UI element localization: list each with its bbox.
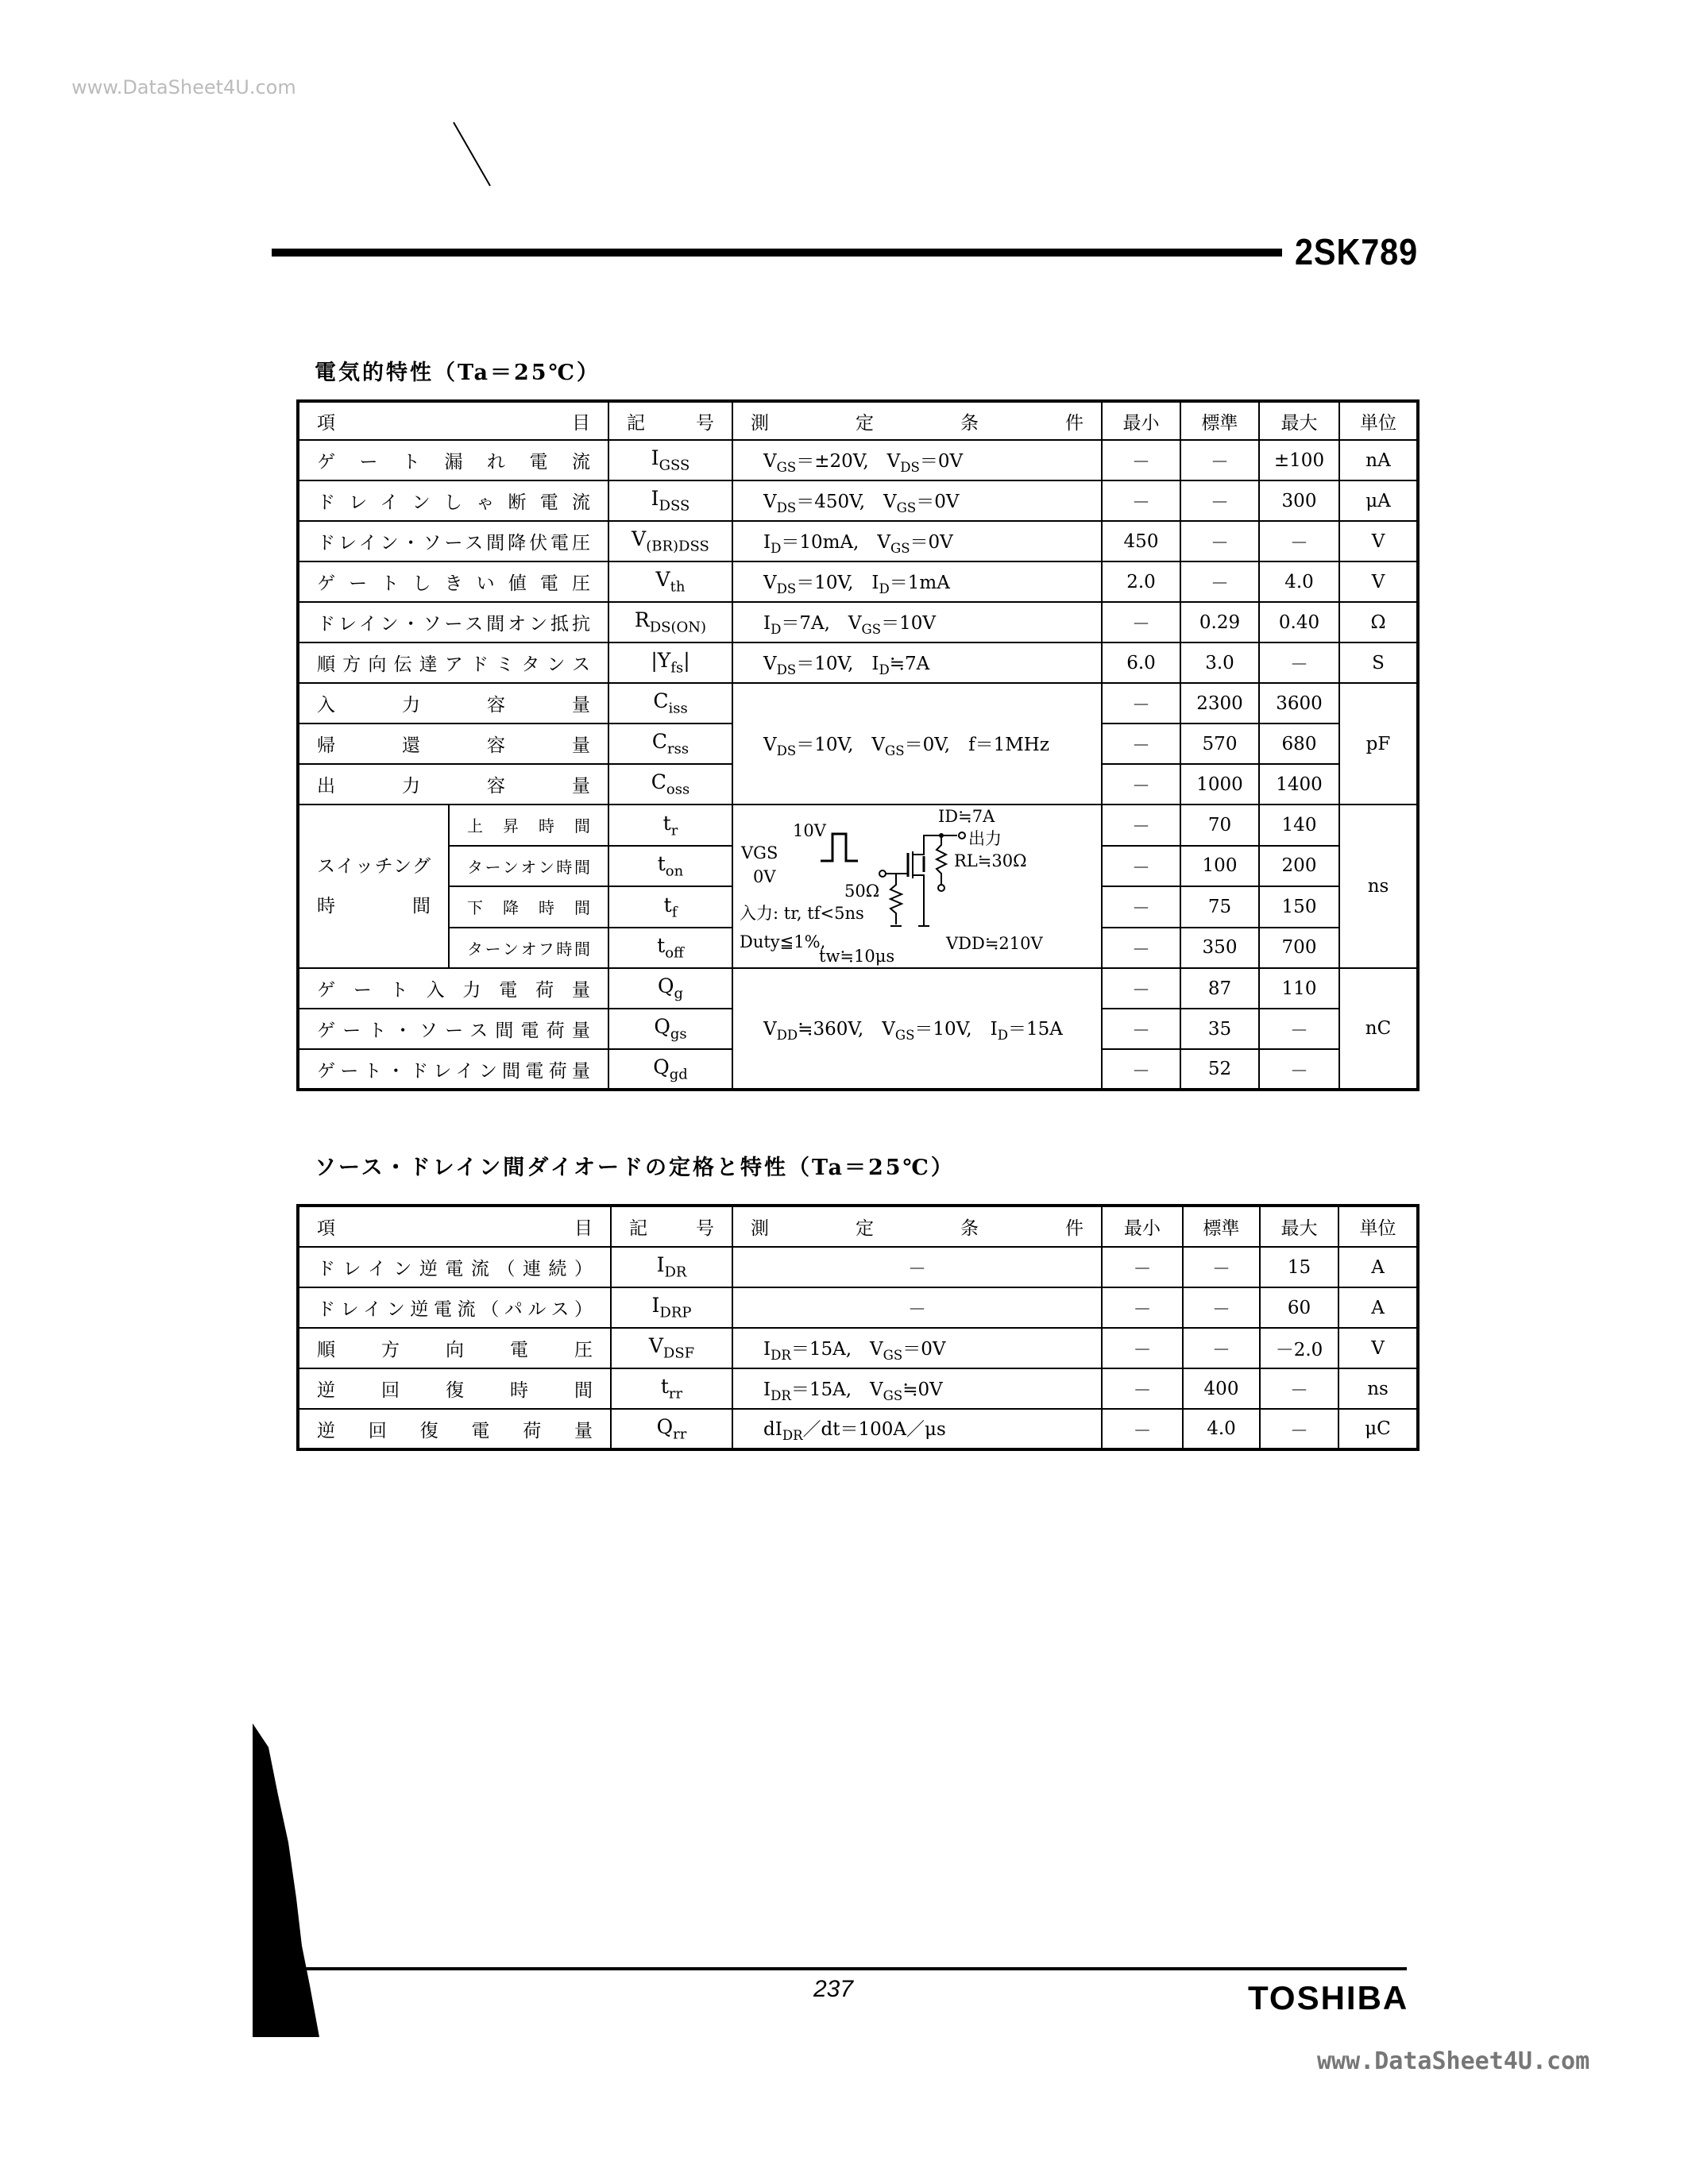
typ-value: － (1183, 1247, 1260, 1287)
table-row (298, 642, 1418, 683)
max-value: － (1260, 1368, 1338, 1409)
min-value: － (1102, 1009, 1180, 1049)
table-header-row (298, 1206, 1418, 1247)
max-value: 680 (1259, 723, 1339, 764)
header-item: 項目 (298, 401, 608, 440)
watermark-bottom: www.DataSheet4U.com (1317, 2047, 1590, 2075)
table-row (298, 480, 1418, 521)
max-value: 15 (1260, 1247, 1338, 1287)
header-item: 項目 (298, 1206, 611, 1247)
diagram-pulse-width: tw≒10μs (819, 947, 895, 966)
diagram-input-spec: 入力: tr, tf<5ns (740, 904, 864, 923)
min-value: － (1102, 602, 1180, 642)
max-value: 110 (1259, 968, 1339, 1009)
table-row (298, 1328, 1418, 1368)
condition-cell: － (732, 1247, 1102, 1287)
table-row (298, 602, 1418, 642)
switching-test-circuit (732, 805, 1102, 968)
max-value: － (1260, 1409, 1338, 1449)
typ-value: 2300 (1180, 683, 1259, 723)
condition-cell: $I_D=7A$, $V_{GS}=10V$ (732, 602, 1102, 642)
symbol-cell: $Q_{gs}$ (608, 1009, 732, 1049)
symbol-cell: $I_{DSS}$ (608, 480, 732, 521)
condition-cell: $V_{DD}≒360V$, $V_{GS}=10V$, $I_D=15A$ (732, 968, 1102, 1090)
condition-cell: $V_{DS}=10V$, $V_{GS}=0V$, f＝1MHz (732, 683, 1102, 805)
item-label: 逆回復時間 (298, 1368, 611, 1409)
item-label: 逆回復電荷量 (298, 1409, 611, 1449)
condition-cell: － (732, 1287, 1102, 1328)
min-value: － (1102, 1049, 1180, 1090)
symbol-cell: $t_{on}$ (608, 846, 732, 887)
max-value: －2.0 (1260, 1328, 1338, 1368)
typ-value: 400 (1183, 1368, 1260, 1409)
symbol-cell: $V_{DSF}$ (611, 1328, 732, 1368)
table-row (298, 1247, 1418, 1287)
unit-cell: μC (1338, 1409, 1418, 1449)
unit-cell: pF (1339, 683, 1418, 805)
max-value: 60 (1260, 1287, 1338, 1328)
min-value: 6.0 (1102, 642, 1180, 683)
typ-value: 52 (1180, 1049, 1259, 1090)
min-value: － (1102, 1287, 1183, 1328)
condition-cell: $I_{DR}=15A$, $V_{GS}≒0V$ (732, 1368, 1102, 1409)
item-label: ゲート漏れ電流 (298, 440, 608, 480)
diagram-duty: Duty≦1%, (740, 932, 826, 951)
symbol-cell: $Q_{gd}$ (608, 1049, 732, 1090)
header-typ: 標準 (1180, 401, 1259, 440)
item-label: ゲート入力電荷量 (298, 968, 608, 1009)
header-unit: 単位 (1339, 401, 1418, 440)
diagram-vgs: VGS (741, 843, 778, 862)
unit-cell: nA (1339, 440, 1418, 480)
header-min: 最小 (1102, 401, 1180, 440)
symbol-cell: $|Y_{fs}|$ (608, 642, 732, 683)
item-label: ゲート・ソース間電荷量 (298, 1009, 608, 1049)
min-value: 450 (1102, 521, 1180, 561)
table-row (298, 1287, 1418, 1328)
header-symbol: 記号 (611, 1206, 732, 1247)
symbol-cell: $t_{rr}$ (611, 1368, 732, 1409)
symbol-cell: $I_{DR}$ (611, 1247, 732, 1287)
unit-cell: V (1338, 1328, 1418, 1368)
symbol-cell: $C_{rss}$ (608, 723, 732, 764)
symbol-cell: $Q_g$ (608, 968, 732, 1009)
section-title-diode: ソース・ドレイン間ダイオードの定格と特性（Ta＝25℃） (315, 1156, 955, 1180)
symbol-cell: $C_{oss}$ (608, 764, 732, 805)
header-typ: 標準 (1183, 1206, 1260, 1247)
item-label: 順方向伝達アドミタンス (298, 642, 608, 683)
max-value: 700 (1259, 928, 1339, 969)
diagram-pulse-low: 0V (753, 867, 776, 886)
min-value: － (1102, 683, 1180, 723)
max-value: 140 (1259, 805, 1339, 846)
unit-cell: S (1339, 642, 1418, 683)
symbol-cell: $V_{(BR)DSS}$ (608, 521, 732, 561)
footer-rule (296, 1967, 1407, 1970)
item-label: ゲート・ドレイン間電荷量 (298, 1049, 608, 1090)
condition-cell: $I_{DR}=15A$, $V_{GS}=0V$ (732, 1328, 1102, 1368)
min-value: － (1102, 968, 1180, 1009)
min-value: － (1102, 805, 1180, 846)
header-rule (272, 249, 1282, 257)
unit-cell: ns (1339, 805, 1418, 968)
symbol-cell: $I_{DRP}$ (611, 1287, 732, 1328)
diagram-output: 出力 (968, 829, 1002, 848)
unit-cell: Ω (1339, 602, 1418, 642)
scan-artifact (253, 1723, 324, 2041)
header-symbol: 記号 (608, 401, 732, 440)
diagram-load-resistor: RL≒30Ω (954, 851, 1027, 870)
section-title-electrical: 電気的特性（Ta＝25℃） (315, 361, 601, 385)
item-label: 帰還容量 (298, 723, 608, 764)
table-row (298, 968, 1418, 1009)
symbol-cell: $t_{off}$ (608, 928, 732, 969)
typ-value: － (1180, 561, 1259, 602)
brand-logo: TOSHIBA (1248, 1979, 1409, 2016)
max-value: 150 (1259, 886, 1339, 928)
table-row (298, 561, 1418, 602)
min-value: － (1102, 1409, 1183, 1449)
item-label: ドレイン逆電流（連続） (298, 1247, 611, 1287)
header-condition: 測定条件 (732, 401, 1102, 440)
header-max: 最大 (1259, 401, 1339, 440)
condition-cell: $I_D=10mA$, $V_{GS}=0V$ (732, 521, 1102, 561)
header-unit: 単位 (1338, 1206, 1418, 1247)
typ-value: － (1180, 440, 1259, 480)
max-value: － (1259, 1009, 1339, 1049)
item-label: 入力容量 (298, 683, 608, 723)
symbol-cell: $Q_{rr}$ (611, 1409, 732, 1449)
symbol-cell: $t_f$ (608, 886, 732, 928)
group-label: スイッチング時間 (298, 805, 449, 968)
unit-cell: ns (1338, 1368, 1418, 1409)
watermark-top: www.DataSheet4U.com (71, 76, 296, 98)
table-row (298, 1368, 1418, 1409)
min-value: － (1102, 1328, 1183, 1368)
diagram-input-resistor: 50Ω (844, 882, 880, 901)
page-number: 237 (813, 1976, 854, 2002)
unit-cell: A (1338, 1247, 1418, 1287)
min-value: － (1102, 480, 1180, 521)
min-value: － (1102, 1247, 1183, 1287)
table-header-row (298, 401, 1418, 440)
diode-characteristics-table (296, 1204, 1420, 1451)
item-label: ゲートしきい値電圧 (298, 561, 608, 602)
unit-cell: μA (1339, 480, 1418, 521)
table-row (298, 1409, 1418, 1449)
min-value: － (1102, 846, 1180, 887)
typ-value: 87 (1180, 968, 1259, 1009)
sub-item-label: ターンオフ時間 (449, 928, 608, 969)
symbol-cell: $R_{DS(ON)}$ (608, 602, 732, 642)
table-row (298, 683, 1418, 723)
condition-cell: $V_{DS}=450V$, $V_{GS}=0V$ (732, 480, 1102, 521)
part-number: 2SK789 (1295, 231, 1419, 272)
typ-value: － (1183, 1328, 1260, 1368)
sub-item-label: 上昇時間 (449, 805, 608, 846)
sub-item-label: 下降時間 (449, 886, 608, 928)
unit-cell: nC (1339, 968, 1418, 1090)
typ-value: 0.29 (1180, 602, 1259, 642)
unit-cell: V (1339, 561, 1418, 602)
max-value: － (1259, 1049, 1339, 1090)
table-row (298, 805, 1418, 846)
item-label: ドレイン・ソース間降伏電圧 (298, 521, 608, 561)
header-max: 最大 (1260, 1206, 1338, 1247)
max-value: 300 (1259, 480, 1339, 521)
typ-value: 570 (1180, 723, 1259, 764)
typ-value: － (1183, 1287, 1260, 1328)
table-row (298, 521, 1418, 561)
symbol-cell: $t_r$ (608, 805, 732, 846)
min-value: － (1102, 440, 1180, 480)
typ-value: 3.0 (1180, 642, 1259, 683)
table-row (298, 440, 1418, 480)
min-value: － (1102, 886, 1180, 928)
max-value: 3600 (1259, 683, 1339, 723)
condition-cell: $V_{DS}=10V$, $I_D≒7A$ (732, 642, 1102, 683)
item-label: ドレインしゃ断電流 (298, 480, 608, 521)
typ-value: 35 (1180, 1009, 1259, 1049)
item-label: 出力容量 (298, 764, 608, 805)
min-value: － (1102, 723, 1180, 764)
typ-value: 4.0 (1183, 1409, 1260, 1449)
typ-value: － (1180, 521, 1259, 561)
item-label: 順方向電圧 (298, 1328, 611, 1368)
condition-cell: $V_{DS}=10V$, $I_D=1mA$ (732, 561, 1102, 602)
symbol-cell: $C_{iss}$ (608, 683, 732, 723)
header-condition: 測定条件 (732, 1206, 1102, 1247)
max-value: － (1259, 642, 1339, 683)
max-value: ±100 (1259, 440, 1339, 480)
max-value: 0.40 (1259, 602, 1339, 642)
symbol-cell: $I_{GSS}$ (608, 440, 732, 480)
typ-value: 100 (1180, 846, 1259, 887)
unit-cell: A (1338, 1287, 1418, 1328)
min-value: － (1102, 928, 1180, 969)
typ-value: 1000 (1180, 764, 1259, 805)
symbol-cell: $V_{th}$ (608, 561, 732, 602)
typ-value: 350 (1180, 928, 1259, 969)
min-value: － (1102, 1368, 1183, 1409)
item-label: ドレイン・ソース間オン抵抗 (298, 602, 608, 642)
item-label: ドレイン逆電流（パルス） (298, 1287, 611, 1328)
max-value: － (1259, 521, 1339, 561)
max-value: 4.0 (1259, 561, 1339, 602)
typ-value: － (1180, 480, 1259, 521)
max-value: 200 (1259, 846, 1339, 887)
min-value: － (1102, 764, 1180, 805)
typ-value: 75 (1180, 886, 1259, 928)
scan-mark (449, 119, 496, 191)
typ-value: 70 (1180, 805, 1259, 846)
min-value: 2.0 (1102, 561, 1180, 602)
max-value: 1400 (1259, 764, 1339, 805)
diagram-drain-current: ID≒7A (938, 807, 995, 826)
sub-item-label: ターンオン時間 (449, 846, 608, 887)
electrical-characteristics-table (296, 399, 1420, 1091)
diagram-vdd: VDD≒210V (946, 934, 1043, 953)
header-min: 最小 (1102, 1206, 1183, 1247)
condition-cell: $V_{GS}=\pm 20V$, $V_{DS}=0V$ (732, 440, 1102, 480)
diagram-pulse-high: 10V (793, 821, 826, 840)
condition-cell: $dI_{DR}/dt=100A/\mu s$ (732, 1409, 1102, 1449)
unit-cell: V (1339, 521, 1418, 561)
